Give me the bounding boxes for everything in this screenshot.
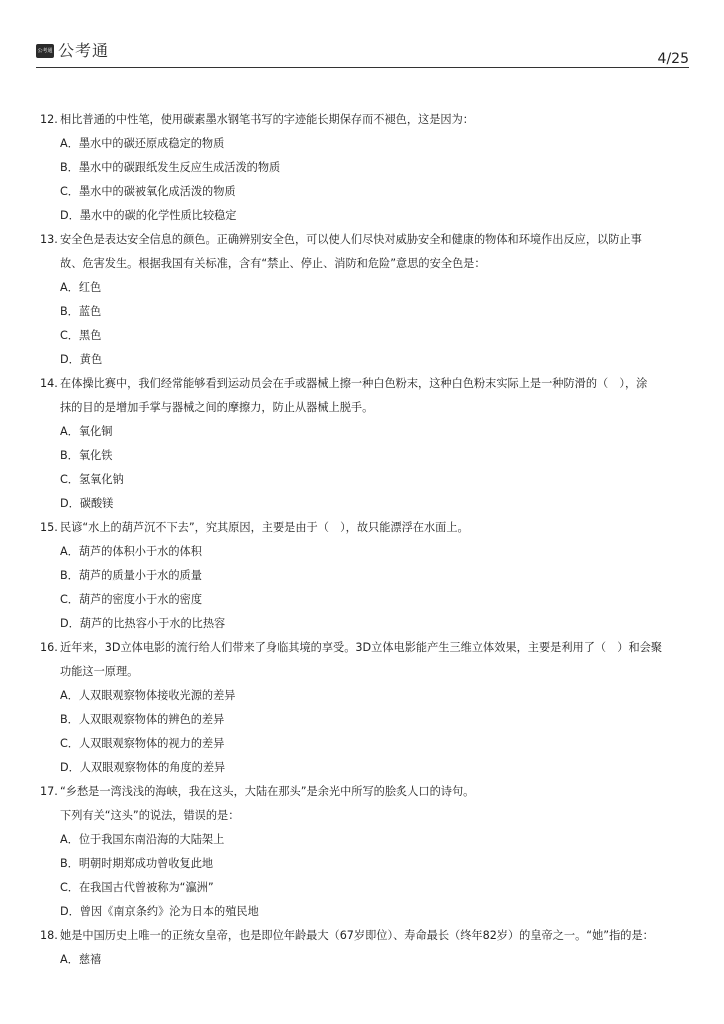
question-stem-continued — [40, 804, 690, 828]
question-stem — [40, 924, 690, 948]
question-stem — [40, 636, 690, 660]
answer-option: D．葫芦的比热容小于水的比热容 — [60, 617, 226, 630]
answer-option: A．葫芦的体积小于水的体积 — [60, 545, 202, 558]
question-stem — [40, 372, 690, 396]
logo-icon: 公考通 — [36, 44, 54, 58]
answer-option: B．明朝时期郑成功曾收复此地 — [60, 857, 214, 870]
question-text: 相比普通的中性笔，使用碳素墨水钢笔书写的字迹能长期保存而不褪色，这是因为： — [60, 113, 474, 126]
question-text: 她是中国历史上唯一的正统女皇帝，也是即位年龄最大（67岁即位）、寿命最长（终年82岁）的皇帝之一。“她”指的是： — [60, 929, 654, 942]
answer-option: A．人双眼观察物体接收光源的差异 — [60, 689, 236, 702]
question-text: 近年来，3D立体电影的流行给人们带来了身临其境的享受。3D立体电影能产生三维立体效果，主要是利用了（ ）和会聚 — [60, 641, 663, 654]
question-stem — [40, 228, 690, 252]
question-text: 在体操比赛中，我们经常能够看到运动员会在手或器械上擦一种白色粉末，这种白色粉末实际上是一种防滑的（ ），涂 — [60, 377, 648, 390]
answer-option: B．氧化铁 — [60, 449, 113, 462]
question-text: 功能这一原理。 — [60, 665, 139, 678]
question-text: “乡愁是一湾浅浅的海峡，我在这头，大陆在那头”是余光中所写的脍炙人口的诗句。 — [60, 785, 475, 798]
question — [40, 108, 690, 228]
logo-text: 公考通 — [58, 41, 110, 60]
question — [40, 372, 690, 516]
question-list — [40, 108, 690, 972]
answer-option: B．葫芦的质量小于水的质量 — [60, 569, 202, 582]
answer-option: C．黑色 — [60, 329, 102, 342]
answer-option: D．碳酸镁 — [60, 497, 114, 510]
question-text: 民谚“水上的葫芦沉不下去”，究其原因，主要是由于（ ），故只能漂浮在水面上。 — [60, 521, 469, 534]
answer-option: B．人双眼观察物体的辨色的差异 — [60, 713, 225, 726]
answer-option: A．位于我国东南沿海的大陆架上 — [60, 833, 225, 846]
question-text: 抹的目的是增加手掌与器械之间的摩擦力，防止从器械上脱手。 — [60, 401, 374, 414]
answer-option: A．红色 — [60, 281, 102, 294]
question-stem — [40, 516, 690, 540]
answer-option: C．葫芦的密度小于水的密度 — [60, 593, 203, 606]
answer-option: A．氧化铜 — [60, 425, 113, 438]
question-stem — [40, 780, 690, 804]
answer-option: A．墨水中的碳还原成稳定的物质 — [60, 137, 225, 150]
question-stem-continued — [40, 660, 690, 684]
header-divider — [36, 67, 689, 68]
question-number: 12. — [40, 113, 58, 126]
answer-option: B．墨水中的碳跟纸发生反应生成活泼的物质 — [60, 161, 281, 174]
question — [40, 924, 690, 972]
answer-option: C．人双眼观察物体的视力的差异 — [60, 737, 225, 750]
question-text: 下列有关“这头”的说法，错误的是： — [60, 809, 240, 822]
answer-option: C．墨水中的碳被氧化成活泼的物质 — [60, 185, 236, 198]
question-stem-continued — [40, 252, 690, 276]
page-number: 4/25 — [657, 51, 689, 67]
question — [40, 516, 690, 636]
answer-option: A．慈禧 — [60, 953, 102, 966]
question — [40, 636, 690, 780]
answer-option: B．蓝色 — [60, 305, 102, 318]
question-number: 16. — [40, 641, 58, 654]
question — [40, 780, 690, 924]
answer-option: C．在我国古代曾被称为“瀛洲” — [60, 881, 214, 894]
question — [40, 228, 690, 372]
question-number: 17. — [40, 785, 58, 798]
page-header — [36, 38, 689, 68]
question-number: 14. — [40, 377, 58, 390]
question-stem-continued — [40, 396, 690, 420]
question-text: 安全色是表达安全信息的颜色。正确辨别安全色，可以使人们尽快对威胁安全和健康的物体和环境作出反应，以防止事 — [60, 233, 642, 246]
question-number: 13. — [40, 233, 58, 246]
question-text: 故、危害发生。根据我国有关标准，含有“禁止、停止、消防和危险”意思的安全色是： — [60, 257, 486, 270]
answer-option: D．人双眼观察物体的角度的差异 — [60, 761, 226, 774]
question-number: 15. — [40, 521, 58, 534]
question-stem — [40, 108, 690, 132]
question-number: 18. — [40, 929, 58, 942]
answer-option: D．曾因《南京条约》沦为日本的殖民地 — [60, 905, 259, 918]
answer-option: D．黄色 — [60, 353, 103, 366]
answer-option: C．氢氧化钠 — [60, 473, 124, 486]
answer-option: D．墨水中的碳的化学性质比较稳定 — [60, 209, 237, 222]
